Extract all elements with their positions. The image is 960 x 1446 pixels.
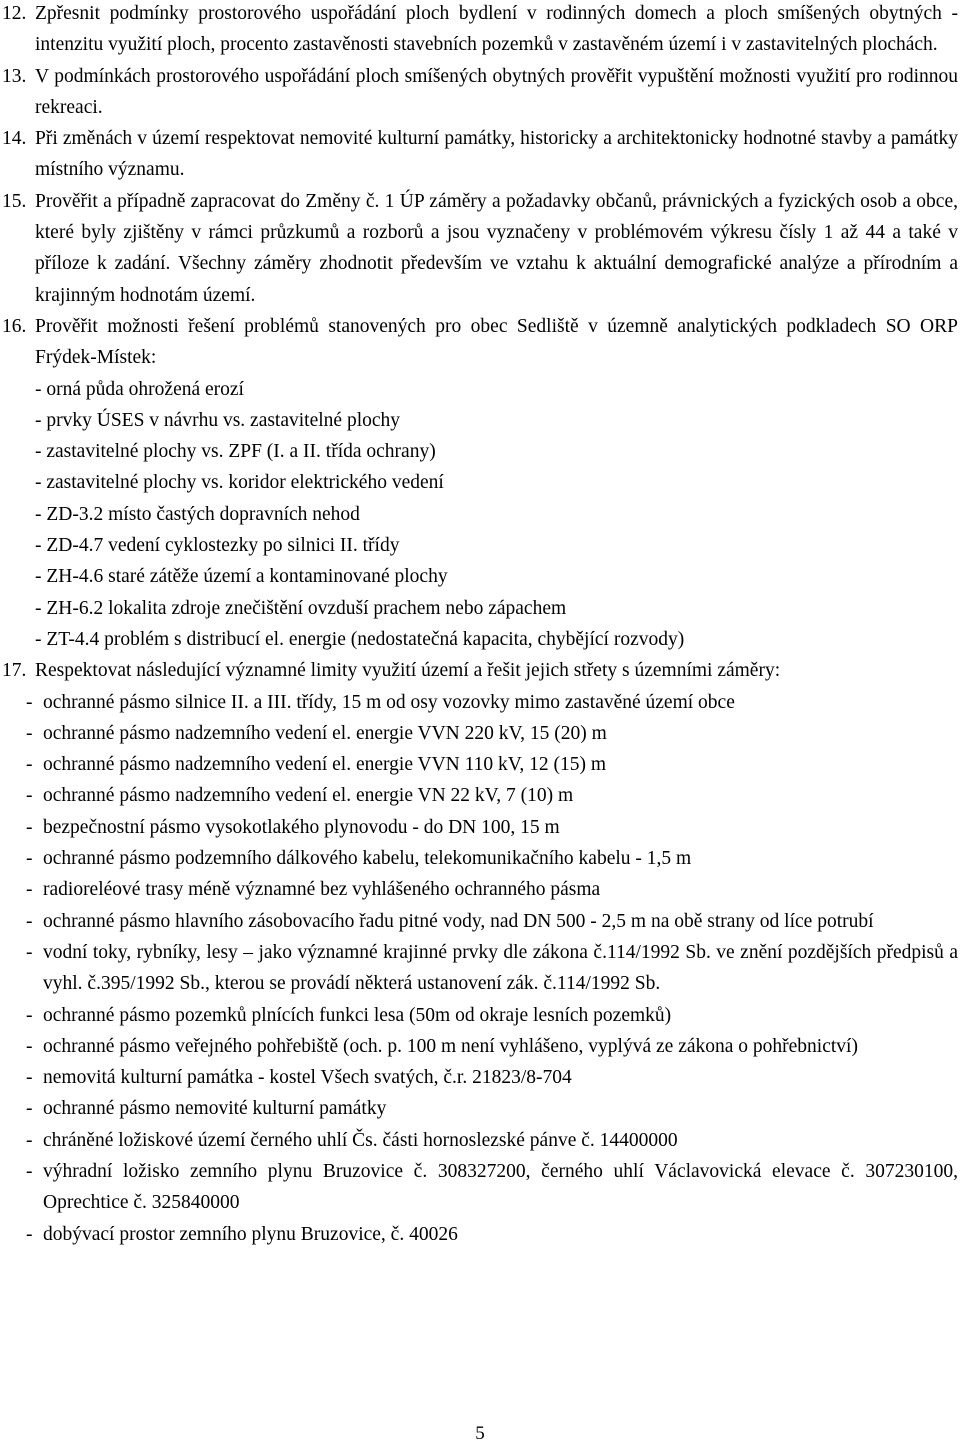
list-item-16 <box>2 311 958 655</box>
limit-text: vodní toky, rybníky, lesy – jako významné krajinné prvky dle zákona č.114/1992 Sb. ve znění pozdějších předpisů a vyhl. č.395/1992 Sb., kterou se provádí některá ustanovení zák. č.114/1992 Sb. <box>43 941 958 995</box>
list-item-12 <box>2 0 958 61</box>
limit-entry <box>2 812 958 843</box>
dash-bullet: - <box>26 1098 33 1120</box>
item-number: 17. <box>2 660 27 682</box>
dash-bullet: - <box>26 1035 33 1057</box>
limit-entry <box>2 687 958 718</box>
limit-text: ochranné pásmo podzemního dálkového kabelu, telekomunikačního kabelu - 1,5 m <box>43 848 692 870</box>
dash-bullet: - <box>26 1223 33 1245</box>
item-number: 16. <box>2 315 27 337</box>
problem-line: - ZH-6.2 lokalita zdroje znečištění ovzduší prachem nebo zápachem <box>35 597 567 619</box>
limit-text: ochranné pásmo pozemků plnících funkci lesa (50m od okraje lesních pozemků) <box>43 1004 672 1026</box>
dash-bullet: - <box>26 1004 33 1026</box>
dash-bullet: - <box>26 879 33 901</box>
limit-entry <box>2 1000 958 1031</box>
limit-entry <box>2 1219 958 1250</box>
limit-entry <box>2 749 958 780</box>
limit-entry <box>2 1156 958 1219</box>
dash-bullet: - <box>26 816 33 838</box>
dash-bullet: - <box>26 848 33 870</box>
problem-line: - prvky ÚSES v návrhu vs. zastavitelné plochy <box>35 409 401 431</box>
limits-list <box>2 687 958 1250</box>
limit-entry <box>2 718 958 749</box>
item-text: Při změnách v území respektovat nemovité kulturní památky, historicky a architektonicky hodnotné stavby a památky místního významu. <box>35 128 958 181</box>
limit-text: ochranné pásmo nadzemního vedení el. energie VVN 110 kV, 12 (15) m <box>43 754 607 776</box>
limit-text: ochranné pásmo silnice II. a III. třídy, 15 m od osy vozovky mimo zastavěné území obce <box>43 691 735 713</box>
problem-line: - ZD-3.2 místo častých dopravních nehod <box>35 503 360 525</box>
limit-text: ochranné pásmo nadzemního vedení el. energie VN 22 kV, 7 (10) m <box>43 785 574 807</box>
limit-entry <box>2 874 958 905</box>
limit-text: bezpečnostní pásmo vysokotlakého plynovodu - do DN 100, 15 m <box>43 816 560 838</box>
item-number: 15. <box>2 190 27 212</box>
dash-bullet: - <box>26 910 33 932</box>
limit-text: dobývací prostor zemního plynu Bruzovice, č. 40026 <box>43 1223 458 1245</box>
list-item-14 <box>2 123 958 186</box>
limit-text: ochranné pásmo nemovité kulturní památky <box>43 1098 387 1120</box>
item-intro: Prověřit možnosti řešení problémů stanovených pro obec Sedliště v územně analytických podkladech SO ORP Frýdek-Místek: <box>35 315 958 369</box>
limit-text: ochranné pásmo veřejného pohřebiště (och. p. 100 m není vyhlášeno, vyplývá ze zákona o pohřebnictví) <box>43 1035 858 1057</box>
page-number: 5 <box>475 1423 485 1444</box>
dash-bullet: - <box>26 754 33 776</box>
limit-entry <box>2 843 958 874</box>
limit-text: výhradní ložisko zemního plynu Bruzovice č. 308327200, černého uhlí Václavovická elevace č. 307230100, Oprechtice č. 325840000 <box>43 1160 958 1214</box>
limit-text: ochranné pásmo hlavního zásobovacího řadu pitné vody, nad DN 500 - 2,5 m na obě strany od líce potrubí <box>43 910 874 932</box>
limit-entry <box>2 1031 958 1062</box>
list-item-15 <box>2 186 958 311</box>
limit-entry <box>2 1093 958 1124</box>
item-number: 13. <box>2 65 27 87</box>
limit-entry <box>2 780 958 811</box>
dash-bullet: - <box>26 722 33 744</box>
item-intro: Respektovat následující významné limity využití území a řešit jejich střety s územními záměry: <box>35 660 781 682</box>
dash-bullet: - <box>26 1160 33 1182</box>
dash-bullet: - <box>26 1067 33 1089</box>
problem-line: - ZD-4.7 vedení cyklostezky po silnici II. třídy <box>35 535 400 557</box>
problem-line: - zastavitelné plochy vs. koridor elektrického vedení <box>35 472 444 494</box>
limit-entry <box>2 937 958 1000</box>
limit-text: ochranné pásmo nadzemního vedení el. energie VVN 220 kV, 15 (20) m <box>43 722 607 744</box>
limit-entry <box>2 1125 958 1156</box>
item-text: V podmínkách prostorového uspořádání ploch smíšených obytných prověřit vypuštění možnosti využití pro rodinnou rekreaci. <box>35 65 958 118</box>
item-body <box>35 311 958 655</box>
list-item-13 <box>2 61 958 124</box>
problem-line: - zastavitelné plochy vs. ZPF (I. a II. třída ochrany) <box>35 441 436 463</box>
document-page <box>2 0 958 1250</box>
problem-line: - ZH-4.6 staré zátěže území a kontaminované plochy <box>35 566 448 588</box>
limit-text: radioreléové trasy méně významné bez vyhlášeného ochranného pásma <box>43 879 601 901</box>
problem-line: - orná půda ohrožená erozí <box>35 378 244 400</box>
problem-line: - ZT-4.4 problém s distribucí el. energie (nedostatečná kapacita, chybějící rozvody) <box>35 628 685 650</box>
limit-entry <box>2 906 958 937</box>
item-text: Prověřit a případně zapracovat do Změny č. 1 ÚP záměry a požadavky občanů, právnických a fyzických osob a obce, které byly zjištěny v rámci průzkumů a rozborů a jsou vyznačeny v problémovém výkresu čísly 1 až 44 a také v příloze k zadání. Všechny záměry zhodnotit především ve vztahu k aktuální demografické analýze a přírodním a krajinným hodnotám území. <box>35 190 958 306</box>
limit-entry <box>2 1062 958 1093</box>
dash-bullet: - <box>26 941 33 963</box>
dash-bullet: - <box>26 1129 33 1151</box>
item-text: Zpřesnit podmínky prostorového uspořádání ploch bydlení v rodinných domech a ploch smíšených obytných - intenzitu využití ploch, procento zastavěnosti stavebních pozemků v zastavěném území i v zastavitelných plochách. <box>35 3 958 56</box>
item-number: 14. <box>2 128 27 150</box>
dash-bullet: - <box>26 691 33 713</box>
limit-text: chráněné ložiskové území černého uhlí Čs. části hornoslezské pánve č. 14400000 <box>43 1129 678 1151</box>
item-number: 12. <box>2 3 27 24</box>
dash-bullet: - <box>26 785 33 807</box>
limit-text: nemovitá kulturní památka - kostel Všech svatých, č.r. 21823/8-704 <box>43 1067 572 1089</box>
list-item-17 <box>2 655 958 686</box>
